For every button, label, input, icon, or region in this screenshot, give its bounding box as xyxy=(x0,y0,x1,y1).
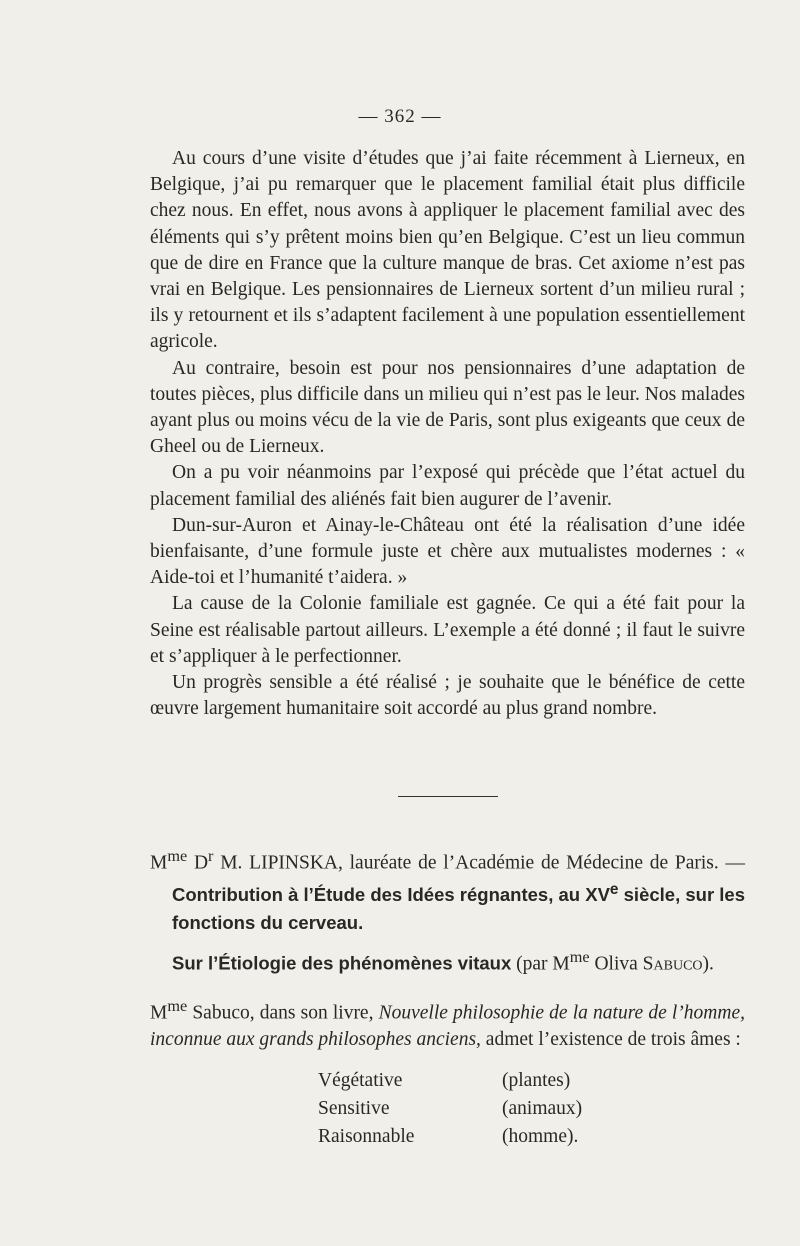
body-text xyxy=(150,146,745,722)
paragraph: Dun-sur-Auron et Ainay-le-Château ont été la réalisation d’une idée bienfaisante, d’une formule juste et chère aux mutualistes modernes : « Aide-toi et l’humanité t’aidera. » xyxy=(150,514,745,589)
bibliography-entry xyxy=(150,843,745,1053)
paragraph: La cause de la Colonie familiale est gagnée. Ce qui a été fait pour la Seine est réalisable partout ailleurs. L’exemple a été donné ; il faut le suivre et s’appliquer à le perfectionner. xyxy=(150,593,745,667)
souls-list xyxy=(318,1067,582,1151)
book-title: Nouvelle philosophie de la nature de l’homme, inconnue aux grands philosophes anciens, xyxy=(150,1002,745,1050)
paragraph: Au contraire, besoin est pour nos pensionnaires d’une adaptation de toutes pièces, plus difficile dans un milieu qui n’est pas le leur. Nos malades ayant plus ou moins vécu de la vie de Paris, sont plus exigeants que ceux de Gheel ou de Lierneux. xyxy=(150,357,745,458)
list-item: Sensitive (animaux) xyxy=(318,1098,583,1119)
entry-title: Contribution à l’Étude des Idées régnantes, au XVe siècle, sur les fonctions du cerveau. xyxy=(172,881,746,933)
entry-subtitle: Sur l’Étiologie des phénomènes vitaux (par $M^{me}$ Oliva Sabuco). xyxy=(172,948,714,975)
entry-heading: $M^{me}$ $D^r$ M. LIPINSKA, lauréate de l’Académie de Médecine de Paris. — Contribution à l’Étude des Idées régnantes, au XVe siècle, sur les fonctions du cerveau. xyxy=(150,847,746,933)
paragraph: Au cours d’une visite d’études que j’ai faite récemment à Lierneux, en Belgique, j’ai pu remarquer que le placement familial était plus difficile chez nous. En effet, nous avons à appliquer le placement familial avec des éléments qui s’y prêtent moins bien qu’en Belgique. C’est un lieu commun que de dire en France que la culture manque de bras. Cet axiome n’est pas vrai en Belgique. Les pensionnaires de Lierneux sortent d’un milieu rural ; ils y retournent et ils s’adaptent facilement à une population essentiellement agricole. xyxy=(150,148,745,353)
list-item: Végétative (plantes) xyxy=(318,1070,571,1091)
entry-paragraph: $M^{me}$ Sabuco, dans son livre, Nouvelle philosophie de la nature de l’homme, inconnue aux grands philosophes anciens, admet l’existence de trois âmes : xyxy=(150,996,745,1050)
paragraph: Un progrès sensible a été réalisé ; je souhaite que le bénéfice de cette œuvre largement humanitaire soit accordé au plus grand nombre. xyxy=(150,672,745,720)
list-item: Raisonnable (homme). xyxy=(318,1126,579,1147)
page-number: — 362 — xyxy=(358,106,442,127)
section-divider xyxy=(398,796,498,797)
entry-author: M. LIPINSKA, lauréate de l’Académie de Médecine de Paris. — xyxy=(213,852,745,874)
paragraph: On a pu voir néanmoins par l’exposé qui précède que l’état actuel du placement familial des aliénés fait bien augurer de l’avenir. xyxy=(150,462,745,510)
